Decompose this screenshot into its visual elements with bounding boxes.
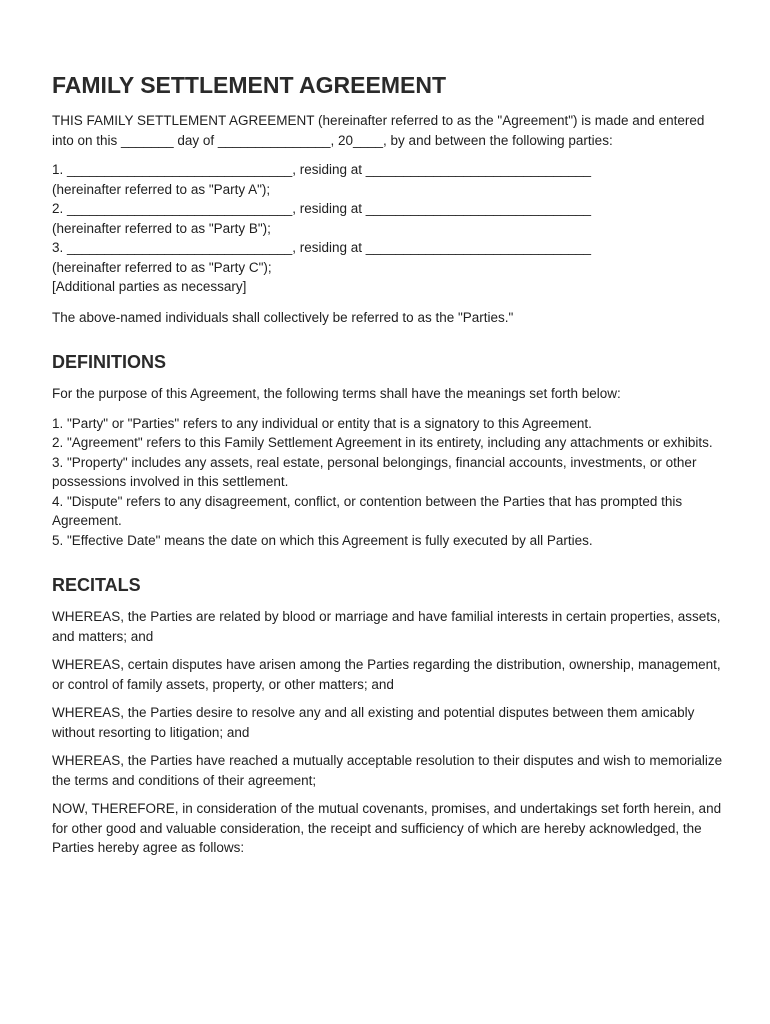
- document-page: [52, 70, 724, 858]
- party-a-reference: (hereinafter referred to as "Party A");: [52, 181, 271, 197]
- definitions-intro: For the purpose of this Agreement, the following terms shall have the meanings set forth below:: [52, 386, 621, 401]
- party-b-reference: (hereinafter referred to as "Party B");: [52, 220, 271, 236]
- party-b-line: 2. ______________________________, residing at ______________________________: [52, 201, 592, 216]
- definitions-heading: DEFINITIONS: [52, 352, 167, 372]
- recitals-heading: RECITALS: [52, 575, 141, 595]
- intro-paragraph: THIS FAMILY SETTLEMENT AGREEMENT (hereinafter referred to as the "Agreement") is made and entered into on this _______ day of _______________, 20____, by and between the following parties:: [52, 113, 705, 148]
- parties-block: [52, 160, 724, 297]
- definition-item: 3. "Property" includes any assets, real estate, personal belongings, financial accounts, investments, or other possessions involved in this settlement.: [52, 454, 697, 489]
- party-c-line: 3. ______________________________, residing at ______________________________: [52, 240, 592, 255]
- definition-item: 5. "Effective Date" means the date on which this Agreement is fully executed by all Parties.: [52, 532, 593, 548]
- definition-item: 1. "Party" or "Parties" refers to any individual or entity that is a signatory to this Agreement.: [52, 415, 592, 431]
- recital-paragraph: WHEREAS, the Parties are related by blood or marriage and have familial interests in certain properties, assets, and matters; and: [52, 609, 721, 644]
- definition-item: 4. "Dispute" refers to any disagreement, conflict, or contention between the Parties that has prompted this Agreement.: [52, 493, 683, 528]
- collective-reference: The above-named individuals shall collectively be referred to as the "Parties.": [52, 309, 514, 325]
- now-therefore-paragraph: NOW, THEREFORE, in consideration of the mutual covenants, promises, and undertakings set forth herein, and for other good and valuable consideration, the receipt and sufficiency of which are hereby acknowledged, the Parties hereby agree as follows:: [52, 801, 722, 855]
- additional-parties-note: [Additional parties as necessary]: [52, 279, 247, 294]
- party-c-reference: (hereinafter referred to as "Party C");: [52, 259, 272, 275]
- recital-paragraph: WHEREAS, certain disputes have arisen among the Parties regarding the distribution, ownership, management, or control of family assets, property, or other matters; and: [52, 657, 721, 692]
- definition-item: 2. "Agreement" refers to this Family Settlement Agreement in its entirety, including any attachments or exhibits.: [52, 435, 713, 450]
- recital-paragraph: WHEREAS, the Parties have reached a mutually acceptable resolution to their disputes and wish to memorialize the terms and conditions of their agreement;: [52, 753, 723, 788]
- party-a-line: 1. ______________________________, residing at ______________________________: [52, 162, 592, 177]
- definitions-list: [52, 414, 724, 551]
- document-title: FAMILY SETTLEMENT AGREEMENT: [52, 72, 447, 98]
- recital-paragraph: WHEREAS, the Parties desire to resolve any and all existing and potential disputes between them amicably without resorting to litigation; and: [52, 705, 695, 740]
